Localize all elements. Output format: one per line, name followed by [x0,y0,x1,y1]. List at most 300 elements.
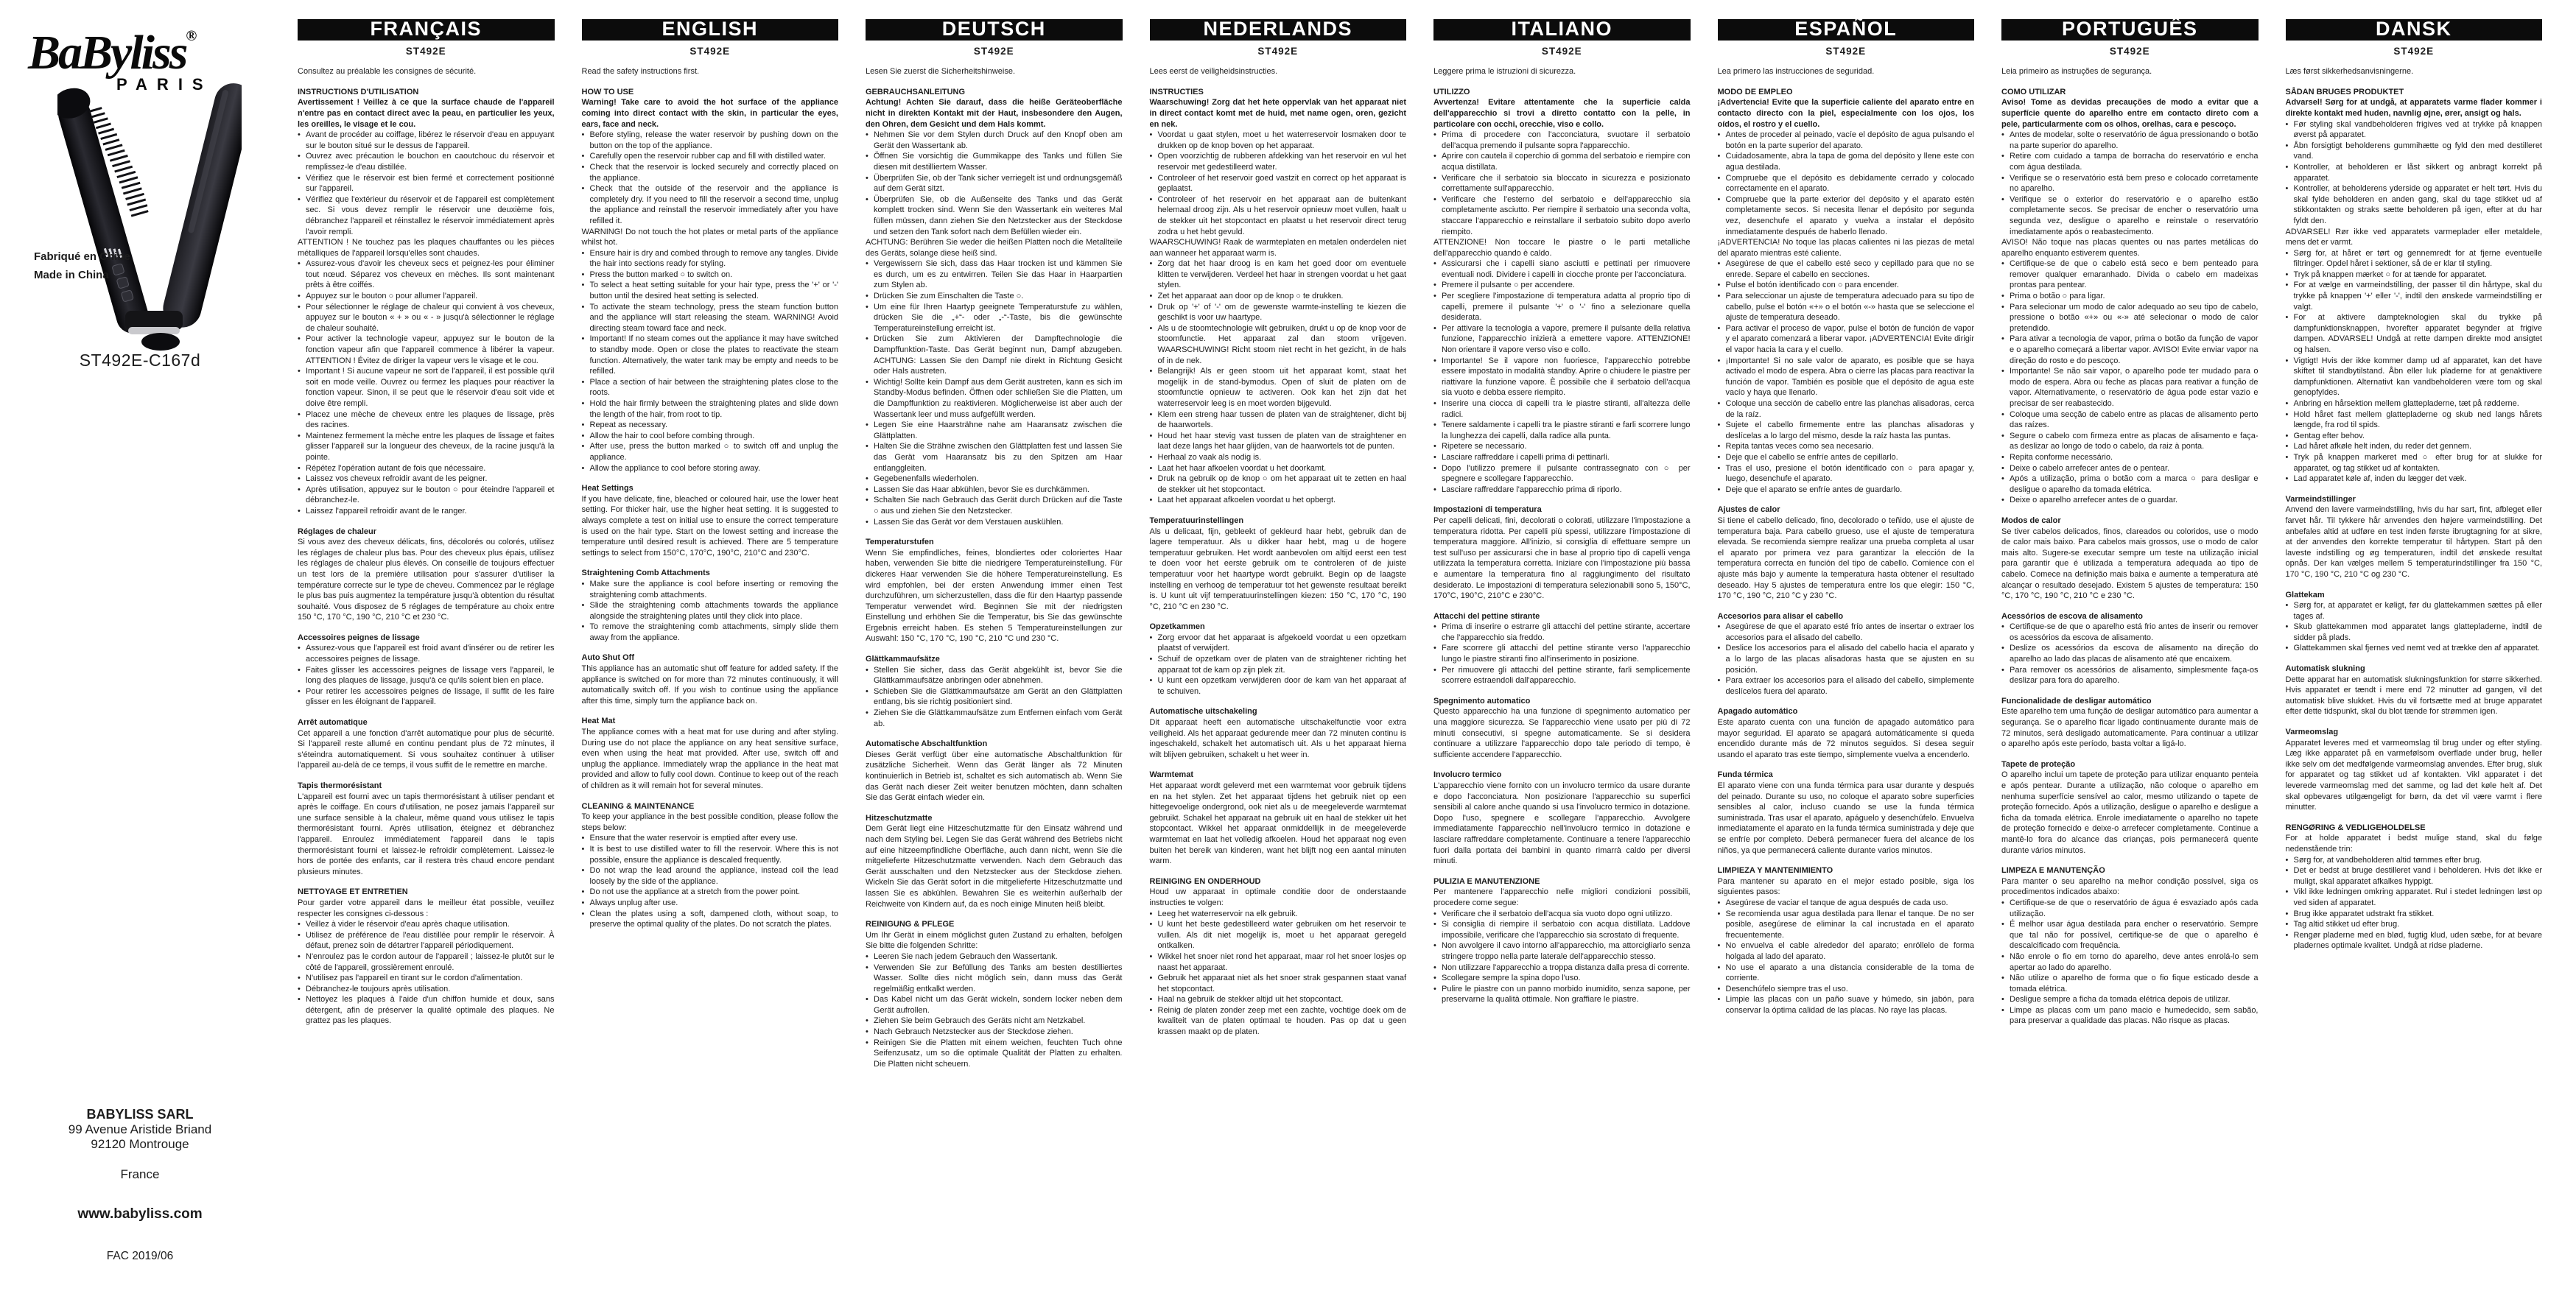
bullet-text: Certifique-se de que o cabelo está seco e bem penteado para remover qualquer emaranhado. Divida o cabelo em madeixas prontas para pentear. [2010,259,2259,290]
bullet-item [298,919,555,930]
bullet-marker: • [1149,194,1153,204]
bullet-marker: • [581,334,585,344]
language-header: DEUTSCH [866,19,1123,41]
bullet-marker: • [1717,984,1721,993]
bullet-marker: • [1149,1005,1153,1015]
bullet-text: Legen Sie eine Haarsträhne nahe am Haaransatz zwischen die Glättplatten. [874,421,1123,440]
bullet-item [298,151,555,172]
bullet-marker: • [866,1038,868,1047]
bullet-marker: • [2285,855,2289,865]
bullet-text: Sujete el cabello firmemente entre las planchas alisadoras y deslícelas a lo largo del mismo, desde la raíz hasta las puntas. [1725,421,1974,440]
section-heading: INSTRUCTIES [1149,87,1204,96]
bullet-marker: • [298,474,301,484]
bullet-marker: • [2001,995,2004,1005]
warning-lead: Advarsel! Sørg for at undgå, at apparatets varme flader kommer i direkte kontakt med huden, navnlig øjne, ører, ansigt og hals. [2285,98,2542,118]
paragraph: Dieses Gerät verfügt über eine automatische Abschaltfunktion für zusätzliche Sicherheit. Wenn das Gerät länger als 72 Minuten kontinuierlich in Betrieb ist, schaltet es sich automatisch ab. Wenn Sie das Gerät nach dieser Zeit weiter benutzen möchten, dann schalten Sie das Gerät einfach wieder ein. [866,750,1123,803]
bullet-item [866,258,1123,291]
bullet-marker: • [1433,463,1436,473]
section-heading: LIMPIEZA Y MANTENIMIENTO [1717,866,1833,876]
language-column-nederlands [1150,19,1407,1292]
bullet-text: Gebruik het apparaat niet als het snoer strak gespannen staat vanaf het stopcontact. [1157,974,1406,993]
bullet-text: Ripetere se necessario. [1442,442,1527,451]
paragraph: AVISO! Não toque nas placas quentes ou nas partes metálicas do aparelho enquanto estiverem quentes. [2001,238,2259,258]
bullet-marker: • [1149,431,1153,440]
bullet-item [866,1038,1123,1070]
language-column-espaol [1718,19,1975,1292]
bullet-item [2286,865,2543,887]
bullet-text: Faites glisser les accessoires peignes de lissage vers l'appareil, le long des plaques de lissage, jusqu'à ce qu'ils soient bien en place. [306,665,555,686]
bullet-item [1433,463,1691,485]
bullet-text: Laissez l'appareil refroidir avant de le ranger. [306,506,467,516]
bullet-marker: • [866,292,868,301]
bullet-marker: • [1717,463,1721,473]
bullet-text: For at vælge en varmeindstilling, der passer til din hårtype, skal du trykke på knappen '+' eller '-', indtil den ønskede varmeindstilling er valgt. [2293,281,2542,312]
bullet-item [1433,665,1691,686]
bullet-item [1433,130,1691,151]
bullet-text: Kontroller, at beholderen er låst sikkert og anbragt korrekt på apparatet. [2293,162,2542,183]
bullet-item [298,506,555,517]
bullet-text: Para extraer los accesorios para el alisado del cabello, simplemente deslícelos fuera del aparato. [1725,676,1974,696]
model-number: ST492E [1825,45,1867,57]
bullet-text: Skub glattekammen mod apparatet langs glattepladerne, indtil de sidder på plads. [2293,622,2542,642]
made-in-label [34,247,130,284]
bullet-text: Tryk på knappen markeret med ○ efter brug for at slukke for apparatet, og tag stikket ud af kontakten. [2293,452,2542,473]
paragraph: To keep your appliance in the best possible condition, please follow the steps below: [581,812,838,832]
section-heading: Straightening Comb Attachments [581,569,710,578]
bullet-item [582,270,839,281]
bullet-marker: • [1149,952,1153,961]
bullet-item [1433,323,1691,356]
bullet-marker: • [1433,963,1436,972]
bullet-item [2286,248,2543,270]
bullet-marker: • [581,622,585,632]
paragraph: Se tiver cabelos delicados, finos, clareados ou coloridos, use o modo de calor mais baixo. Para cabelos mais grossos, use o modo de calor mais alto. Sugere-se executar sempre um teste na utilização inicial para garantir que é utilizada a temperatura adequada ao tipo de cabelo. Comece na definição mais baixa e aumente a temperatura até alcançar o resultado desejado. Existem 5 ajustes de temperatura: 150 °C, 170 °C, 190 °C, 210 °C e 230 °C. [2001,527,2259,601]
language-header: DANSK [2286,19,2543,41]
bullet-item [1150,909,1407,920]
language-header: ESPAÑOL [1718,19,1975,41]
language-column-portugus [2001,19,2259,1292]
bullet-item [298,994,555,1027]
bullet-item [866,291,1123,302]
bullet-marker: • [1149,920,1153,929]
bullet-marker: • [581,377,585,387]
bullet-marker: • [581,130,585,140]
bullet-marker: • [1717,941,1721,951]
bullet-text: Tenere saldamente i capelli tra le piastre stiranti e farli scorrere lungo la lunghezza dei capelli, dalla radice alla punta. [1442,421,1691,440]
bullet-text: U kunt het beste gedestilleerd water gebruiken om het reservoir te vullen. Als dit niet mogelijk is, moet u het apparaat geregeld ontkalken. [1157,920,1406,951]
bullet-text: Um eine für Ihren Haartyp geeignete Temperaturstufe zu wählen, drücken Sie die „+“- oder „-“-Taste, bis die gewünschte Temperatureinstellung erreicht ist. [874,302,1123,333]
bullet-item [2286,930,2543,952]
bullet-item [1718,130,1975,151]
bullet-text: Prima di procedere con l'acconciatura, svuotare il serbatoio dell'acqua premendo il pulsante sopra l'apparecchio. [1442,130,1691,150]
paragraph: Lesen Sie zuerst die Sicherheitshinweise. [866,67,1016,77]
bullet-marker: • [866,708,868,718]
bullet-item [1150,495,1407,506]
bullet-marker: • [2285,119,2289,129]
bullet-text: Nach Gebrauch Netzstecker aus der Steckdose ziehen. [874,1027,1073,1037]
bullet-item [1718,463,1975,485]
bullet-text: Important ! Si aucune vapeur ne sort de l'appareil, il est possible qu'il soit en mode veille. Ouvrez ou fermez les plaques pour réactiver la fonction vapeur. Sinon, il se peut que le réservoir d'eau soit vide et doive être rempli. [306,367,555,408]
bullet-marker: • [581,601,585,611]
bullet-item [2001,952,2259,973]
bullet-text: Cuidadosamente, abra la tapa de goma del depósito y llene este con agua destilada. [1725,152,1974,172]
bullet-item [1433,291,1691,323]
brand-panel [0,0,280,1305]
bullet-item [1150,194,1407,237]
paragraph: Um Ihr Gerät in einem möglichst guten Zustand zu erhalten, befolgen Sie bitte die folgenden Schritte: [866,930,1123,951]
model-number: ST492E [2393,45,2435,57]
bullet-text: Deje que el cabello se enfríe antes de cepillarlo. [1725,452,1898,462]
bullet-item [2001,366,2259,409]
bullet-item [866,441,1123,474]
bullet-item [298,643,555,664]
paragraph: Questo apparecchio ha una funzione di spegnimento automatico per una maggiore sicurezza. Se l'apparecchio viene usato per più di 72 minuti consecutivi, si spegne automaticamente. Se si desidera continuare a utilizzare l'apparecchio dopo tale periodo di tempo, è sufficiente accendere l'apparecchio. [1433,707,1691,759]
bullet-item [1433,173,1691,194]
bullet-text: Lad apparatet køle af, inden du lægger det væk. [2293,474,2467,484]
paragraph: The appliance comes with a heat mat for use during and after styling. During use do not place the appliance on any heat sensitive surface, even when using the heat mat provided. After use, switch off and unplug the appliance. Immediately wrap the appliance in the heat mat provided and allow to fully cool down. Continue to keep out of the reach of children as it will remain hot for several minutes. [581,728,838,790]
bullet-text: Para seleccionar un ajuste de temperatura adecuado para su tipo de cabello, pulse el botón «+» o el botón «-» hasta que se seleccione el ajuste de temperatura deseado. [1725,292,1974,323]
bullet-marker: • [1149,409,1153,419]
bullet-item [1718,356,1975,398]
bullet-marker: • [1433,442,1436,451]
bullet-marker: • [2285,270,2289,279]
bullet-text: Klem een streng haar tussen de platen van de straightener, dicht bij de haarwortels. [1157,409,1406,430]
section-heading: Varmeindstillinger [2285,494,2356,504]
bullet-text: Überprüfen Sie, ob die Außenseite des Tanks und das Gerät komplett trocken sind. Wenn Sie den Wassertank ein weiteres Mal füllen müssen, dann ziehen Sie den Netzstecker aus der Steckdose und setzen den Tank sofort nach dem Befüllen wieder ein. [874,194,1123,236]
paragraph: Wenn Sie empfindliches, feines, blondiertes oder coloriertes Haar haben, verwenden Sie bitte die niedrigere Temperatureinstellung. Für dickeres Haar verwenden Sie die höhere Temperatureinstellung. Es wird empfohlen, bei der ersten Anwendung immer einen Test durchzuführen, um sicherzustellen, dass die für den Haartyp passende Temperatur verwendet wird. Beginnen Sie mit der niedrigsten Einstellung und erhöhen Sie die Temperatur, bis Sie das gewünschte Ergebnis erreicht haben. Es stehen 5 Temperatureinstellungen zur Auswahl: 150 °C, 170 °C, 190 °C, 210 °C und 230 °C. [866,548,1123,644]
paragraph: Apparatet leveres med et varmeomslag til brug under og efter styling. Læg ikke apparatet på en varmefølsom overflade under brug, heller ikke selv om det medfølgende varmeomslag anvendes. Efter brug, sluk for apparatet og tag stikket ud af kontakten. Vikl apparatet i det leverede varmeomslag med det samme, og lad det køle helt af. Det skal opbevares utilgængeligt for børn, da det vil være varmt i flere minutter. [2285,738,2542,812]
bullet-item [2001,474,2259,495]
language-column-franais [298,19,555,1292]
bullet-item [582,622,839,643]
bullet-item [298,291,555,302]
bullet-text: Pour activer la technologie vapeur, appuyez sur le bouton de la fonction vapeur afin que l'appareil commence à libérer la vapeur. ATTENTION ! Évitez de diriger la vapeur vers le visage et le cou. [306,334,555,365]
section-heading: Hitzeschutzmatte [866,813,933,823]
bullet-item [866,485,1123,496]
bullet-marker: • [2001,194,2004,204]
paragraph: ¡ADVERTENCIA! No toque las placas calientes ni las piezas de metal del aparato mientras esté caliente. [1717,238,1974,258]
bullet-marker: • [298,130,301,140]
bullet-item [866,173,1123,194]
paragraph: O aparelho inclui um tapete de proteção para utilizar enquanto penteia e após pentear. Durante a utilização, não coloque o aparelho em nenhuma superfície sensível ao calor, mesmo utilizando o tapete de proteção fornecido. Após a utilização, desligue o aparelho e desligue a ficha da tomada elétrica. Enrole imediatamente o aparelho no tapete de proteção fornecido e deixe-o arrefecer completamente. Continue a mantê-lo fora do alcance das crianças, pois permanecerá quente durante vários minutos. [2001,770,2259,855]
bullet-text: Druk na gebruik op de knop ○ om het apparaat uit te zetten en haal de stekker uit het stopcontact. [1157,474,1406,494]
bullet-item [1433,973,1691,984]
section-heading: Impostazioni di temperatura [1433,505,1542,515]
bullet-text: Limpe as placas com um pano macio e humedecido, sem sabão, para preservar a qualidade das placas. Não risque as placas. [2010,1005,2259,1026]
bullet-item [2001,409,2259,431]
language-header: ENGLISH [582,19,839,41]
bullet-item [866,686,1123,708]
bullet-text: Controleer of het reservoir goed vastzit en correct op het apparaat is geplaatst. [1157,173,1406,194]
bullet-item [582,887,839,898]
bullet-text: To select a heat setting suitable for your hair type, press the '+' or '-' button until the desired heat setting is selected. [589,281,838,301]
bullet-text: Limpie las placas con un paño suave y húmedo, sin jabón, para conservar la óptima calidad de las placas. No raye las placas. [1725,995,1974,1015]
warning-lead: Avvertenza! Evitare attentamente che la superficie calda dell'apparecchio si trovi a diretto contatto con la pelle, in particolare con occhi, orecchie, viso e collo. [1433,98,1691,129]
bullet-marker: • [1717,281,1721,290]
bullet-text: Pulse el botón identificado con ○ para encender. [1725,281,1899,290]
bullet-text: Gentag efter behov. [2293,431,2365,440]
bullet-text: Sørg for, at vandbeholderen altid tømmes efter brug. [2293,855,2482,865]
bullet-marker: • [866,130,868,140]
bullet-marker: • [298,367,301,376]
section-heading: Tapete de proteção [2001,759,2076,769]
bullet-text: Check that the reservoir is locked securely and correctly placed on the appliance. [589,162,838,183]
bullet-marker: • [1433,452,1436,462]
bullet-item [1150,409,1407,431]
bullet-text: Reinig de platen zonder zeep met een zachte, vochtige doek om de kwaliteit van de platen optimaal te houden. Pas op dat u geen krassen maakt op de platen. [1157,1005,1406,1037]
bullet-marker: • [2285,920,2289,929]
bullet-text: Verificare che il serbatoio dell'acqua sia vuoto dopo ogni utilizzo. [1442,909,1673,918]
address-line: 92120 Montrouge [91,1137,189,1151]
bullet-item [866,302,1123,334]
bullet-text: Após a utilização, prima o botão com a marca ○ para desligar e desligue o aparelho da tomada elétrica. [2010,474,2259,494]
bullet-text: Vikl ikke ledningen omkring apparatet. Rul i stedet ledningen løst op ved siden af apparatet. [2293,887,2542,907]
bullet-marker: • [1717,173,1721,183]
bullet-marker: • [581,399,585,408]
bullet-item [1718,643,1975,675]
bullet-text: Asegúrese de que el cabello esté seco y cepillado para que no se enrede. Separe el cabello en secciones. [1725,259,1974,279]
bullet-item [866,474,1123,485]
paragraph: WARNING! Do not touch the hot plates or metal parts of the appliance whilst hot. [581,227,838,247]
bullet-item [1433,356,1691,398]
bullet-item [2286,855,2543,866]
bullet-item [298,173,555,194]
section-heading: Temperatuurinstellingen [1149,516,1244,525]
bullet-text: Veillez à vider le réservoir d'eau après chaque utilisation. [306,920,510,929]
bullet-marker: • [1433,173,1436,183]
model-number: ST492E [973,45,1014,57]
bullet-marker: • [2001,496,2004,505]
bullet-text: Deixe o cabelo arrefecer antes de o pentear. [2010,463,2170,473]
bullet-marker: • [581,834,585,843]
section-heading: Attacchi del pettine stirante [1433,611,1540,621]
bullet-marker: • [2285,866,2289,876]
bullet-text: Coloque una sección de cabello entre las planchas alisadoras, cerca de la raíz. [1725,399,1974,419]
section-heading: REINIGING EN ONDERHOUD [1149,876,1261,886]
bullet-text: Repeat as necessary. [589,421,668,430]
bullet-marker: • [2001,622,2004,632]
bullet-text: Per attivare la tecnologia a vapore, premere il pulsante della relativa funzione, l'apparecchio inizierà a emettere vapore. ATTENZIONE! Non orientare il vapore verso viso e collo. [1442,323,1691,355]
bullet-marker: • [1717,323,1721,333]
bullet-item [2286,398,2543,409]
bullet-marker: • [866,302,868,312]
bullet-text: Nehmen Sie vor dem Stylen durch Druck auf den Knopf oben am Gerät den Wassertank ab. [874,130,1123,150]
bullet-item [298,130,555,151]
bullet-item [1718,441,1975,452]
bullet-text: Vérifiez que le réservoir est bien fermé et correctement positionné sur l'appareil. [306,173,555,194]
bullet-item [1718,420,1975,441]
section-heading: HOW TO USE [581,87,634,96]
bullet-item [2001,291,2259,302]
bullet-item [1718,280,1975,291]
language-column-english [582,19,839,1292]
paragraph: Este aparelho tem uma função de desligar automático para aumentar a segurança. Se o aparelho ficar ligado continuamente durante mais de 72 minutos, será desligado automaticamente. Para continuar a utilizar o aparelho após este período, basta voltar a ligá-lo. [2001,707,2259,749]
bullet-item [582,844,839,865]
bullet-marker: • [581,184,585,194]
section-heading: Temperaturstufen [866,538,934,547]
bullet-text: Prima di inserire o estrarre gli attacchi del pettine stirante, accertare che l'apparecchio sia freddo. [1442,622,1691,642]
bullet-marker: • [2001,452,2004,462]
bullet-item [2286,600,2543,622]
model-number: ST492E [1257,45,1299,57]
bullet-item [298,302,555,334]
bullet-text: Verificare che il serbatoio sia bloccato in sicurezza e posizionato correttamente sull'apparecchio. [1442,173,1691,194]
bullet-text: Laat het apparaat afkoelen voordat u het opbergt. [1157,496,1336,505]
bullet-marker: • [2001,334,2004,344]
company-address [0,1107,280,1264]
bullet-item [298,686,555,708]
bullet-text: Desenchúfelo siempre tras el uso. [1725,984,1848,993]
bullet-item [1718,909,1975,941]
paragraph: Para mantener su aparato en el mejor estado posible, siga los siguientes pasos: [1717,876,1974,897]
doc-reference: FAC 2019/06 [106,1249,174,1262]
bullet-item [1718,622,1975,643]
paragraph: Para manter o seu aparelho na melhor condição possível, siga os procedimentos indicados abaixo: [2001,876,2259,897]
paragraph: Cet appareil a une fonction d'arrêt automatique pour plus de sécurité. Si l'appareil reste allumé en continu pendant plus de 72 minutes, il s'éteindra automatiquement. Si vous souhaitez continuer à utiliser l'appareil au-delà de ce temps, il vous suffit de le remettre en marche. [298,728,555,770]
paragraph: Als u delicaat, fijn, gebleekt of gekleurd haar hebt, gebruik dan de lagere temperatuur. Als u dikker haar hebt, mag u de hogere temperatuur gebruiken. Het wordt aanbevolen om altijd eerst een test te doen voor het eerste gebruik om te controleren of de juiste temperatuur voor het haartype wordt gebruikt. Begin op de laagste instelling en verhoog de temperatuur tot het gewenste resultaat bereikt is. U kunt uit vijf temperatuurinstellingen kiezen: 150 °C, 170 °C, 190 °C, 210 °C en 230 °C. [1149,527,1406,611]
section-heading: Opzetkammen [1149,622,1205,632]
bullet-text: Leeg het waterreservoir na elk gebruik. [1157,909,1298,918]
bullet-marker: • [2001,259,2004,269]
paragraph: For at holde apparatet i bedst mulige stand, skal du følge nedenstående trin: [2285,834,2542,854]
bullet-marker: • [298,334,301,344]
bullet-text: Always unplug after use. [589,898,678,907]
bullet-marker: • [866,377,868,387]
bullet-item [298,952,555,973]
bullet-item [1718,258,1975,280]
bullet-item [1433,485,1691,496]
bullet-text: Deje que el aparato se enfríe antes de guardarlo. [1725,485,1903,494]
bullet-marker: • [1433,485,1436,494]
brand-name: BaByliss [28,26,186,80]
bullet-item [298,984,555,995]
bullet-marker: • [581,248,585,258]
bullet-text: Coloque uma secção de cabelo entre as placas de alisamento perto das raízes. [2010,409,2259,430]
website: www.babyliss.com [77,1206,203,1222]
bullet-marker: • [1717,130,1721,140]
bullet-marker: • [298,259,301,269]
bullet-text: Asegúrese de que el aparato esté frío antes de insertar o extraer los accesorios para el alisado del cabello. [1725,622,1974,642]
section-heading: Heat Settings [581,484,634,493]
bullet-item [582,334,839,376]
bullet-marker: • [1149,452,1153,462]
bullet-text: Drücken Sie zum Einschalten die Taste ○. [874,292,1024,301]
bullet-text: Assicurarsi che i capelli siano asciutti e pettinati per rimuovere eventuali nodi. Dividere i capelli in ciocche pronte per l'acconciatura. [1442,259,1691,279]
bullet-item [1150,173,1407,194]
section-heading: Funcionalidade de desligar automático [2001,696,2152,706]
bullet-text: No use el aparato a una distancia considerable de la toma de corriente. [1725,963,1974,983]
bullet-item [1433,940,1691,962]
bullet-text: Importante! Se não sair vapor, o aparelho pode ter mudado para o modo de espera. Abra ou feche as placas para reativar a função de vapor. Alternativamente, o reservatório de água pode estar vazio e precisar de ser reabastecido. [2010,367,2259,408]
bullet-text: Ziehen Sie beim Gebrauch des Geräts nicht am Netzkabel. [874,1016,1086,1026]
bullet-text: It is best to use distilled water to fill the reservoir. Where this is not possible, ensure the appliance is descaled frequently. [589,844,838,865]
bullet-marker: • [2285,909,2289,918]
model-number: ST492E [2109,45,2150,57]
bullet-text: Inserire una ciocca di capelli tra le piastre stiranti, all'altezza delle radici. [1442,399,1691,419]
bullet-text: Repita conforme necessário. [2010,452,2113,462]
section-heading: INSTRUCTIONS D'UTILISATION [298,87,419,96]
bullet-text: Lad håret afkøle helt inden, du reder det gennem. [2293,442,2472,451]
paragraph: ADVARSEL! Rør ikke ved apparatets varmeplader eller metaldele, mens det er varmt. [2285,227,2542,247]
section-heading: Automatische Abschaltfunktion [866,739,988,749]
bullet-item [2001,151,2259,172]
bullet-marker: • [2285,184,2289,194]
bullet-text: Premere il pulsante ○ per accendere. [1442,281,1575,290]
language-header: ITALIANO [1433,19,1691,41]
bullet-item [582,183,839,226]
bullet-marker: • [581,421,585,430]
bullet-item [866,334,1123,376]
section-heading: NETTOYAGE ET ENTRETIEN [298,887,408,897]
bullet-text: Do not wrap the lead around the appliance, instead coil the lead loosely by the side of the appliance. [589,866,838,886]
bullet-text: Maintenez fermement la mèche entre les plaques de lissage et faites glisser l'appareil sur la longueur des cheveux, de la racine jusqu'à la pointe. [306,431,555,462]
paragraph: Leggere prima le istruzioni di sicurezza. [1433,67,1576,77]
bullet-marker: • [2285,313,2289,323]
bullet-text: Vigtigt! Hvis der ikke kommer damp ud af apparatet, kan det have skiftet til standbytilstand. Åbn eller luk pladerne for at genaktivere dampfunktionen. Alternativt kan vandbeholderen være tom og skal genopfyldes. [2293,356,2542,398]
bullet-text: Pour retirer les accessoires peignes de lissage, il suffit de les faire glisser en les éloignant de l'appareil. [306,686,555,707]
bullet-marker: • [866,442,868,451]
bullet-item [2001,463,2259,474]
bullet-marker: • [581,302,585,312]
bullet-marker: • [581,579,585,588]
bullet-marker: • [298,292,301,301]
bullet-text: Open voorzichtig de rubberen afdekking van het reservoir en vul het reservoir met gedestilleerd water. [1157,152,1406,172]
bullet-marker: • [866,963,868,972]
bullet-item [2286,409,2543,431]
bullet-item [866,1027,1123,1038]
bullet-item [1718,940,1975,962]
bullet-marker: • [2001,173,2004,183]
bullet-item [582,579,839,600]
bullet-item [2286,312,2543,355]
bullet-item [1433,398,1691,420]
bullet-marker: • [2001,665,2004,675]
bullet-marker: • [2285,431,2289,440]
bullet-text: Verifique se o reservatório está bem preso e colocado corretamente no aparelho. [2010,173,2259,194]
bullet-item [1718,898,1975,909]
bullet-text: Drücken Sie zum Aktivieren der Dampftechnologie die Dampffunktion-Taste. Das Gerät beginnt nun, Dampf abzugeben. ACHTUNG: Lassen Sie den Dampf nie direkt in Richtung Gesicht oder Hals austreten. [874,334,1123,376]
bullet-marker: • [2001,152,2004,161]
bullet-text: Sørg for, at håret er tørt og gennemredt for at fjerne eventuelle filtringer. Opdel håret i sektioner, så de er klar til styling. [2293,248,2542,269]
bullet-item [1150,323,1407,366]
bullet-item [582,898,839,909]
paragraph: ATTENTION ! Ne touchez pas les plaques chauffantes ou les pièces métalliques de l'appareil lorsqu'elles sont chaudes. [298,238,555,258]
bullet-item [866,963,1123,995]
bullet-marker: • [581,844,585,854]
bullet-marker: • [866,1016,868,1026]
bullet-text: Verificare che l'esterno del serbatoio e dell'apparecchio sia completamente asciutto. Per riempire il serbatoio una seconda volta, staccare l'apparecchio e reinstallare il serbatoio subito dopo averlo riempito. [1442,194,1691,236]
bullet-item [2286,431,2543,442]
bullet-text: Fare scorrere gli attacchi del pettine stirante verso l'apparecchio lungo le piastre stiranti fino all'inserimento in posizione. [1442,644,1691,664]
bullet-marker: • [1433,644,1436,653]
bullet-marker: • [2285,141,2289,150]
bullet-item [582,833,839,844]
bullet-item [1433,984,1691,1005]
bullet-text: Para remover os acessórios de alisamento, simplesmente faça-os deslizar para fora do aparelho. [2010,665,2259,686]
bullet-marker: • [298,974,301,983]
bullet-text: Voordat u gaat stylen, moet u het waterreservoir losmaken door te drukken op de knop boven op het apparaat. [1157,130,1406,150]
bullet-item [1150,1005,1407,1038]
bullet-item [2001,302,2259,334]
bullet-text: Verwenden Sie zur Befüllung des Tanks am besten destilliertes Wasser. Sollte dies nicht möglich sein, dann muss das Gerät regelmäßig entkalkt werden. [874,963,1123,993]
bullet-marker: • [1433,920,1436,929]
bullet-text: Deixe o aparelho arrefecer antes de o guardar. [2010,496,2178,505]
bullet-marker: • [1433,974,1436,983]
bullet-marker: • [298,409,301,419]
bullet-marker: • [866,1027,868,1037]
bullet-text: Nettoyez les plaques à l'aide d'un chiffon humide et doux, sans détergent, afin de préserver la qualité optimale des plaques. Ne grattez pas les plaques. [306,995,555,1026]
bullet-text: No envuelva el cable alrededor del aparato; enróllelo de forma holgada al lado del aparato. [1725,941,1974,961]
